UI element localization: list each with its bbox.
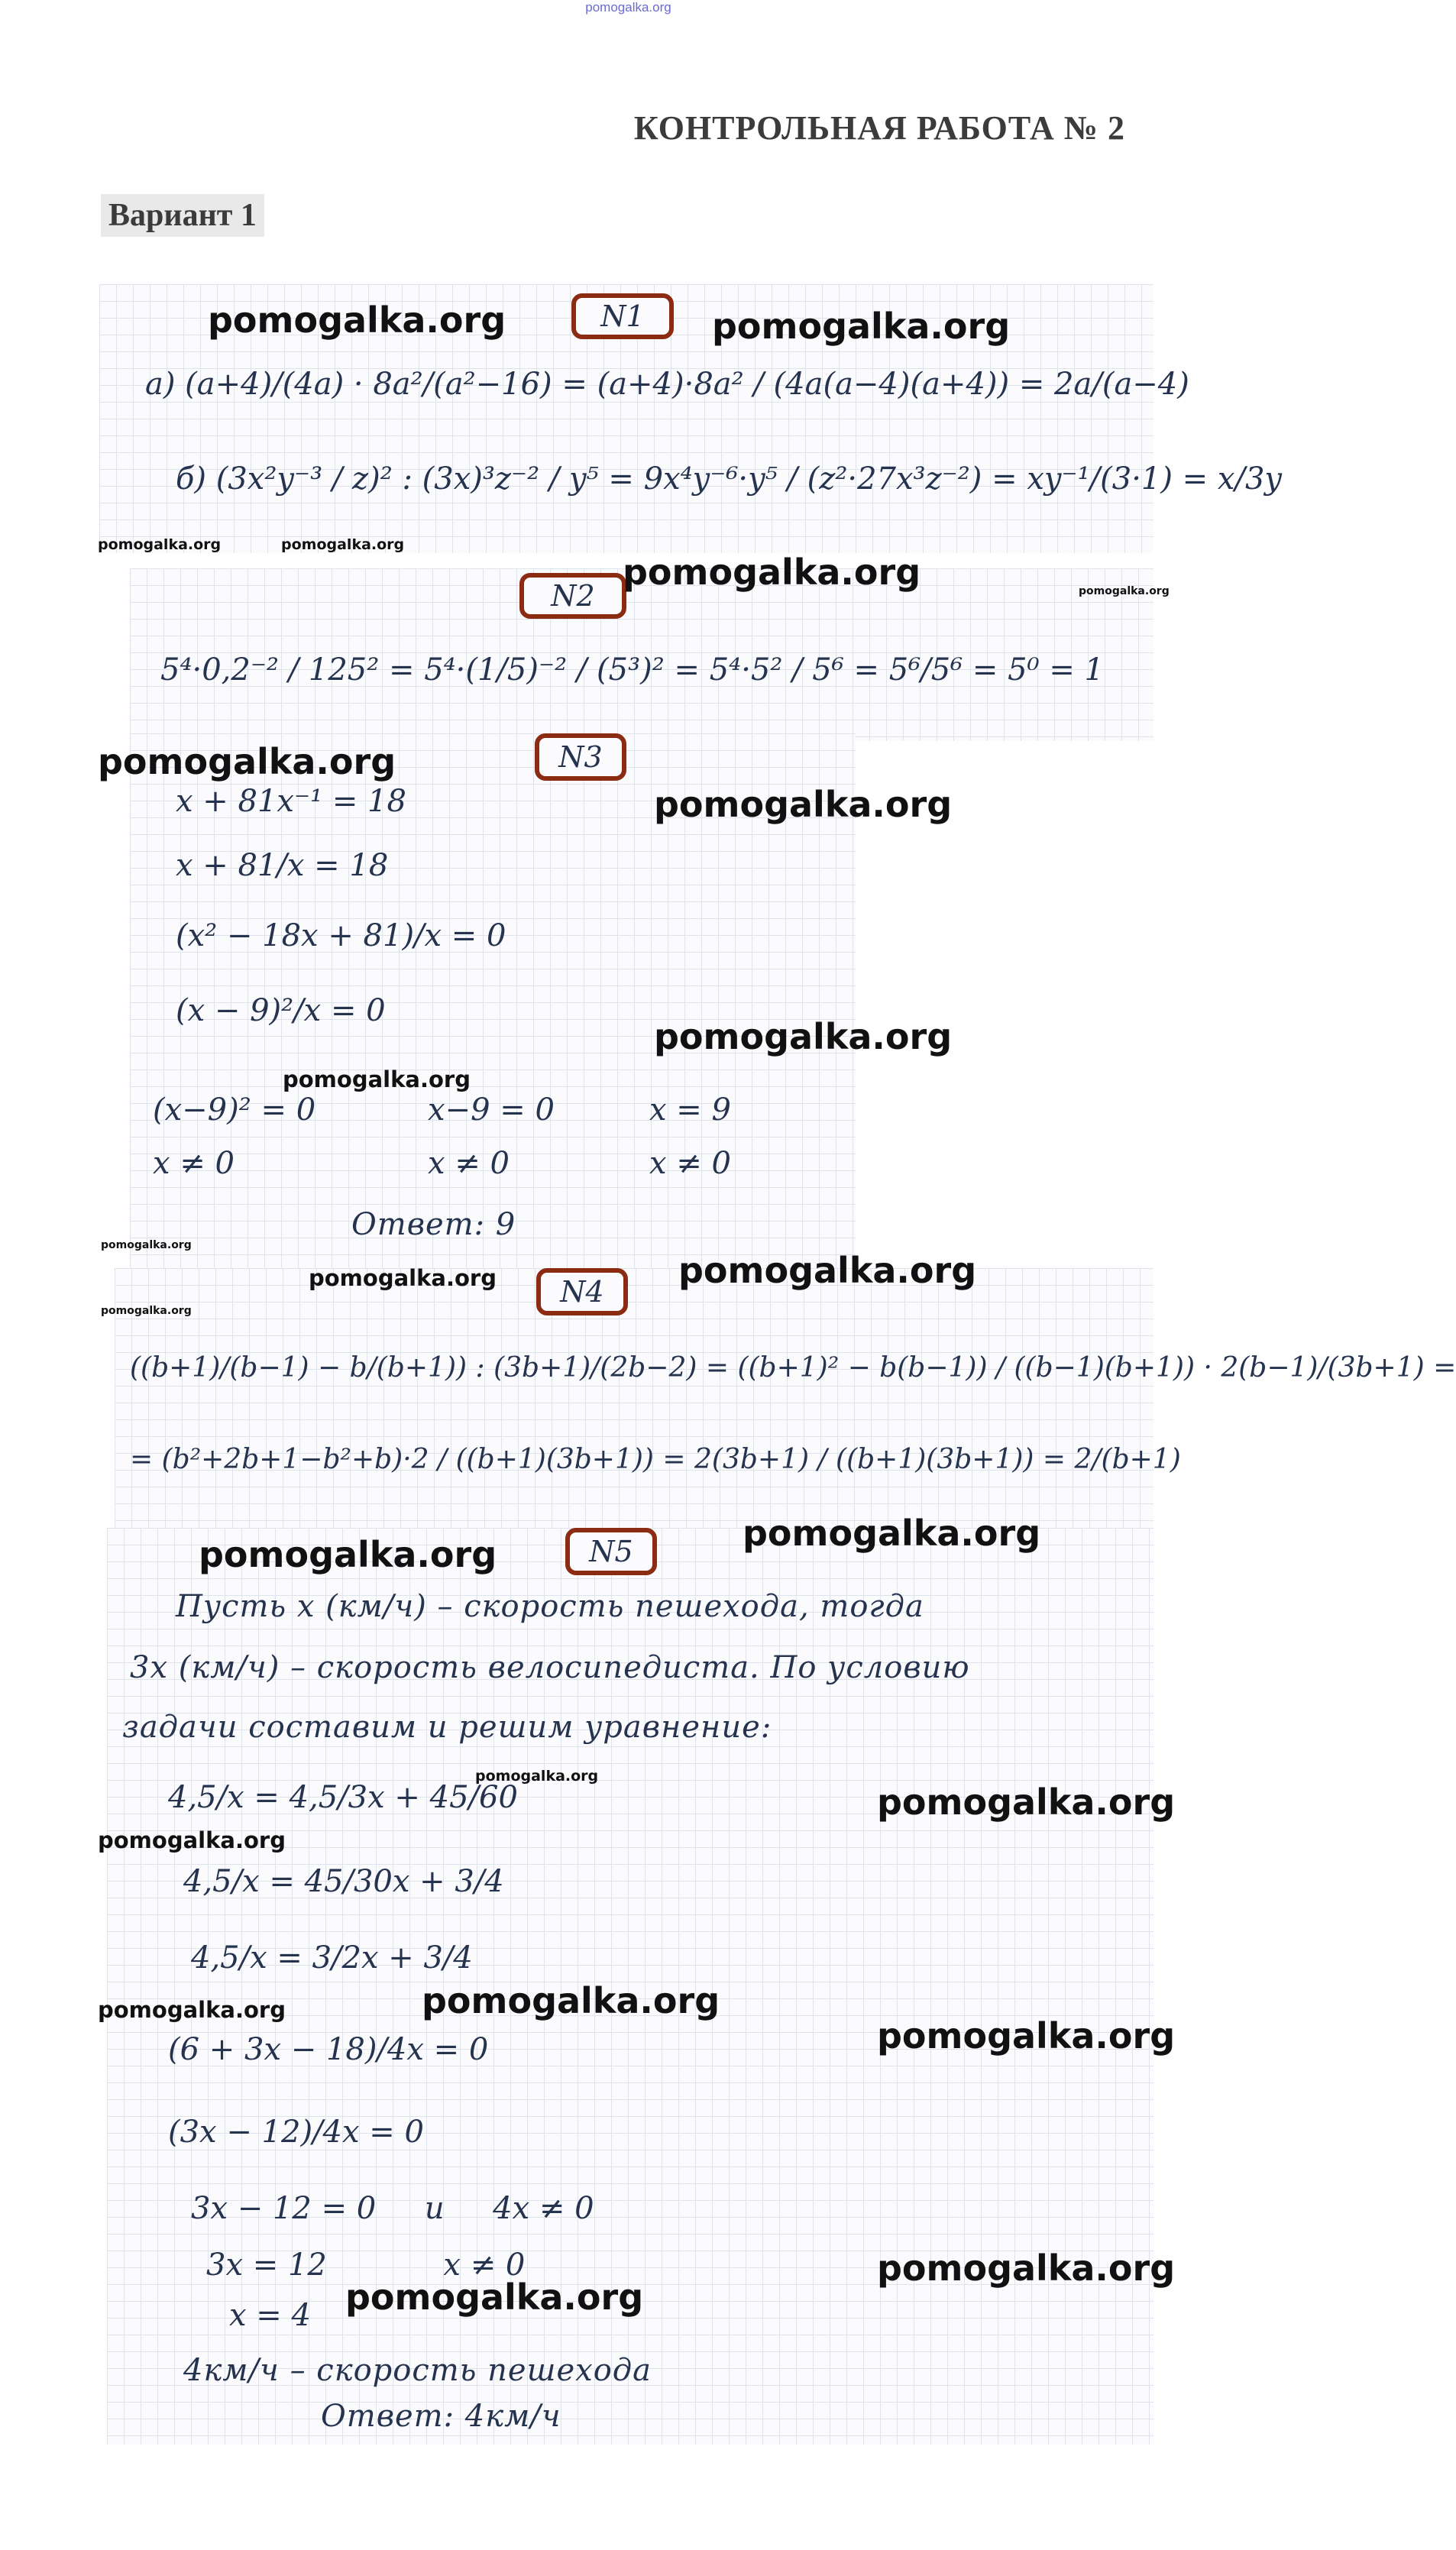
task-3-system-3-row: x = 9 <box>649 1092 731 1128</box>
watermark: pomogalka.org <box>199 1534 497 1575</box>
watermark: pomogalka.org <box>101 1239 192 1251</box>
watermark: pomogalka.org <box>678 1250 977 1291</box>
task-5-label: N5 <box>565 1528 657 1575</box>
task-2-line-1: 5⁴·0,2⁻² / 125² = 5⁴·(1/5)⁻² / (5³)² = 5⁴·5² / 5⁶ = 5⁶/5⁶ = 5⁰ = 1 <box>160 652 1104 688</box>
watermark: pomogalka.org <box>654 1016 953 1057</box>
watermark: pomogalka.org <box>623 552 921 593</box>
task-3-line: (x − 9)²/x = 0 <box>176 993 386 1028</box>
watermark: pomogalka.org <box>309 1265 497 1291</box>
variant-heading: Вариант 1 <box>101 194 264 237</box>
watermark: pomogalka.org <box>98 741 396 782</box>
task-3-line: (x² − 18x + 81)/x = 0 <box>176 918 506 953</box>
task-3-label: N3 <box>535 733 626 781</box>
task-5-equation: 3x = 12 x ≠ 0 <box>206 2247 526 2283</box>
task-4-photo <box>115 1268 1456 1528</box>
watermark: pomogalka.org <box>475 1768 599 1785</box>
watermark: pomogalka.org <box>712 306 1011 347</box>
task-3-system-1-row: (x−9)² = 0 <box>153 1092 316 1128</box>
task-3-system-1-row: x ≠ 0 <box>153 1146 235 1181</box>
task-3-system-2-row: x−9 = 0 <box>428 1092 555 1128</box>
task-4-line-2: = (b²+2b+1−b²+b)·2 / ((b+1)(3b+1)) = 2(3b+1) / ((b+1)(3b+1)) = 2/(b+1) <box>130 1444 1181 1475</box>
task-5-equation: 4,5/x = 45/30x + 3/4 <box>183 1864 504 1899</box>
site-link[interactable]: pomogalka.org <box>585 0 671 15</box>
task-1-label: N1 <box>571 293 674 339</box>
task-5-equation: 3x − 12 = 0 и 4x ≠ 0 <box>191 2191 594 2226</box>
watermark: pomogalka.org <box>877 2015 1176 2057</box>
task-1-line-b: б) (3x²y⁻³ / z)² : (3x)³z⁻² / y⁵ = 9x⁴y⁻⁶·y⁵ / (z²·27x³z⁻²) = xy⁻¹/(3·1) = x/3y <box>176 461 1282 497</box>
task-5-equation: (3x − 12)/4x = 0 <box>168 2115 424 2150</box>
task-5-text-line: Пусть x (км/ч) – скорость пешехода, тогда <box>176 1589 924 1624</box>
task-2-label: N2 <box>519 573 626 619</box>
task-5-equation: (6 + 3x − 18)/4x = 0 <box>168 2032 489 2067</box>
task-3-system-2-row: x ≠ 0 <box>428 1146 510 1181</box>
task-2-photo <box>130 568 1153 741</box>
watermark: pomogalka.org <box>283 1066 471 1092</box>
watermark: pomogalka.org <box>98 536 222 553</box>
task-5-equation: 4,5/x = 3/2x + 3/4 <box>191 1940 473 1976</box>
task-5-equation: x = 4 <box>229 2298 311 2333</box>
watermark: pomogalka.org <box>281 536 405 553</box>
watermark: pomogalka.org <box>743 1513 1041 1554</box>
task-4-line-1: ((b+1)/(b−1) − b/(b+1)) : (3b+1)/(2b−2) = ((b+1)² − b(b−1)) / ((b−1)(b+1)) · 2(b−1)/(3b+1) = <box>130 1352 1456 1383</box>
task-3-line: x + 81x⁻¹ = 18 <box>176 784 406 819</box>
task-5-text-line: задачи составим и решим уравнение: <box>122 1710 772 1745</box>
task-5-answer: Ответ: 4км/ч <box>321 2399 561 2434</box>
task-5-conclusion: 4км/ч – скорость пешехода <box>183 2353 652 2388</box>
task-4-label: N4 <box>536 1268 628 1315</box>
watermark: pomogalka.org <box>98 1997 286 2023</box>
watermark: pomogalka.org <box>98 1827 286 1853</box>
watermark: pomogalka.org <box>345 2277 644 2318</box>
task-3-system-3-row: x ≠ 0 <box>649 1146 731 1181</box>
task-3-line: x + 81/x = 18 <box>176 848 389 883</box>
watermark: pomogalka.org <box>1079 585 1170 597</box>
watermark: pomogalka.org <box>877 1781 1176 1823</box>
watermark: pomogalka.org <box>208 299 506 341</box>
task-1-line-a: а) (a+4)/(4a) · 8a²/(a²−16) = (a+4)·8a² / (4a(a−4)(a+4)) = 2a/(a−4) <box>145 367 1189 402</box>
watermark: pomogalka.org <box>422 1980 720 2021</box>
task-3-answer: Ответ: 9 <box>351 1207 516 1242</box>
page-title: КОНТРОЛЬНАЯ РАБОТА № 2 <box>633 109 1125 147</box>
task-5-equation: 4,5/x = 4,5/3x + 45/60 <box>168 1780 518 1815</box>
watermark: pomogalka.org <box>101 1305 192 1317</box>
watermark: pomogalka.org <box>654 784 953 825</box>
task-5-text-line: 3x (км/ч) – скорость велосипедиста. По условию <box>130 1650 970 1685</box>
watermark: pomogalka.org <box>877 2247 1176 2289</box>
